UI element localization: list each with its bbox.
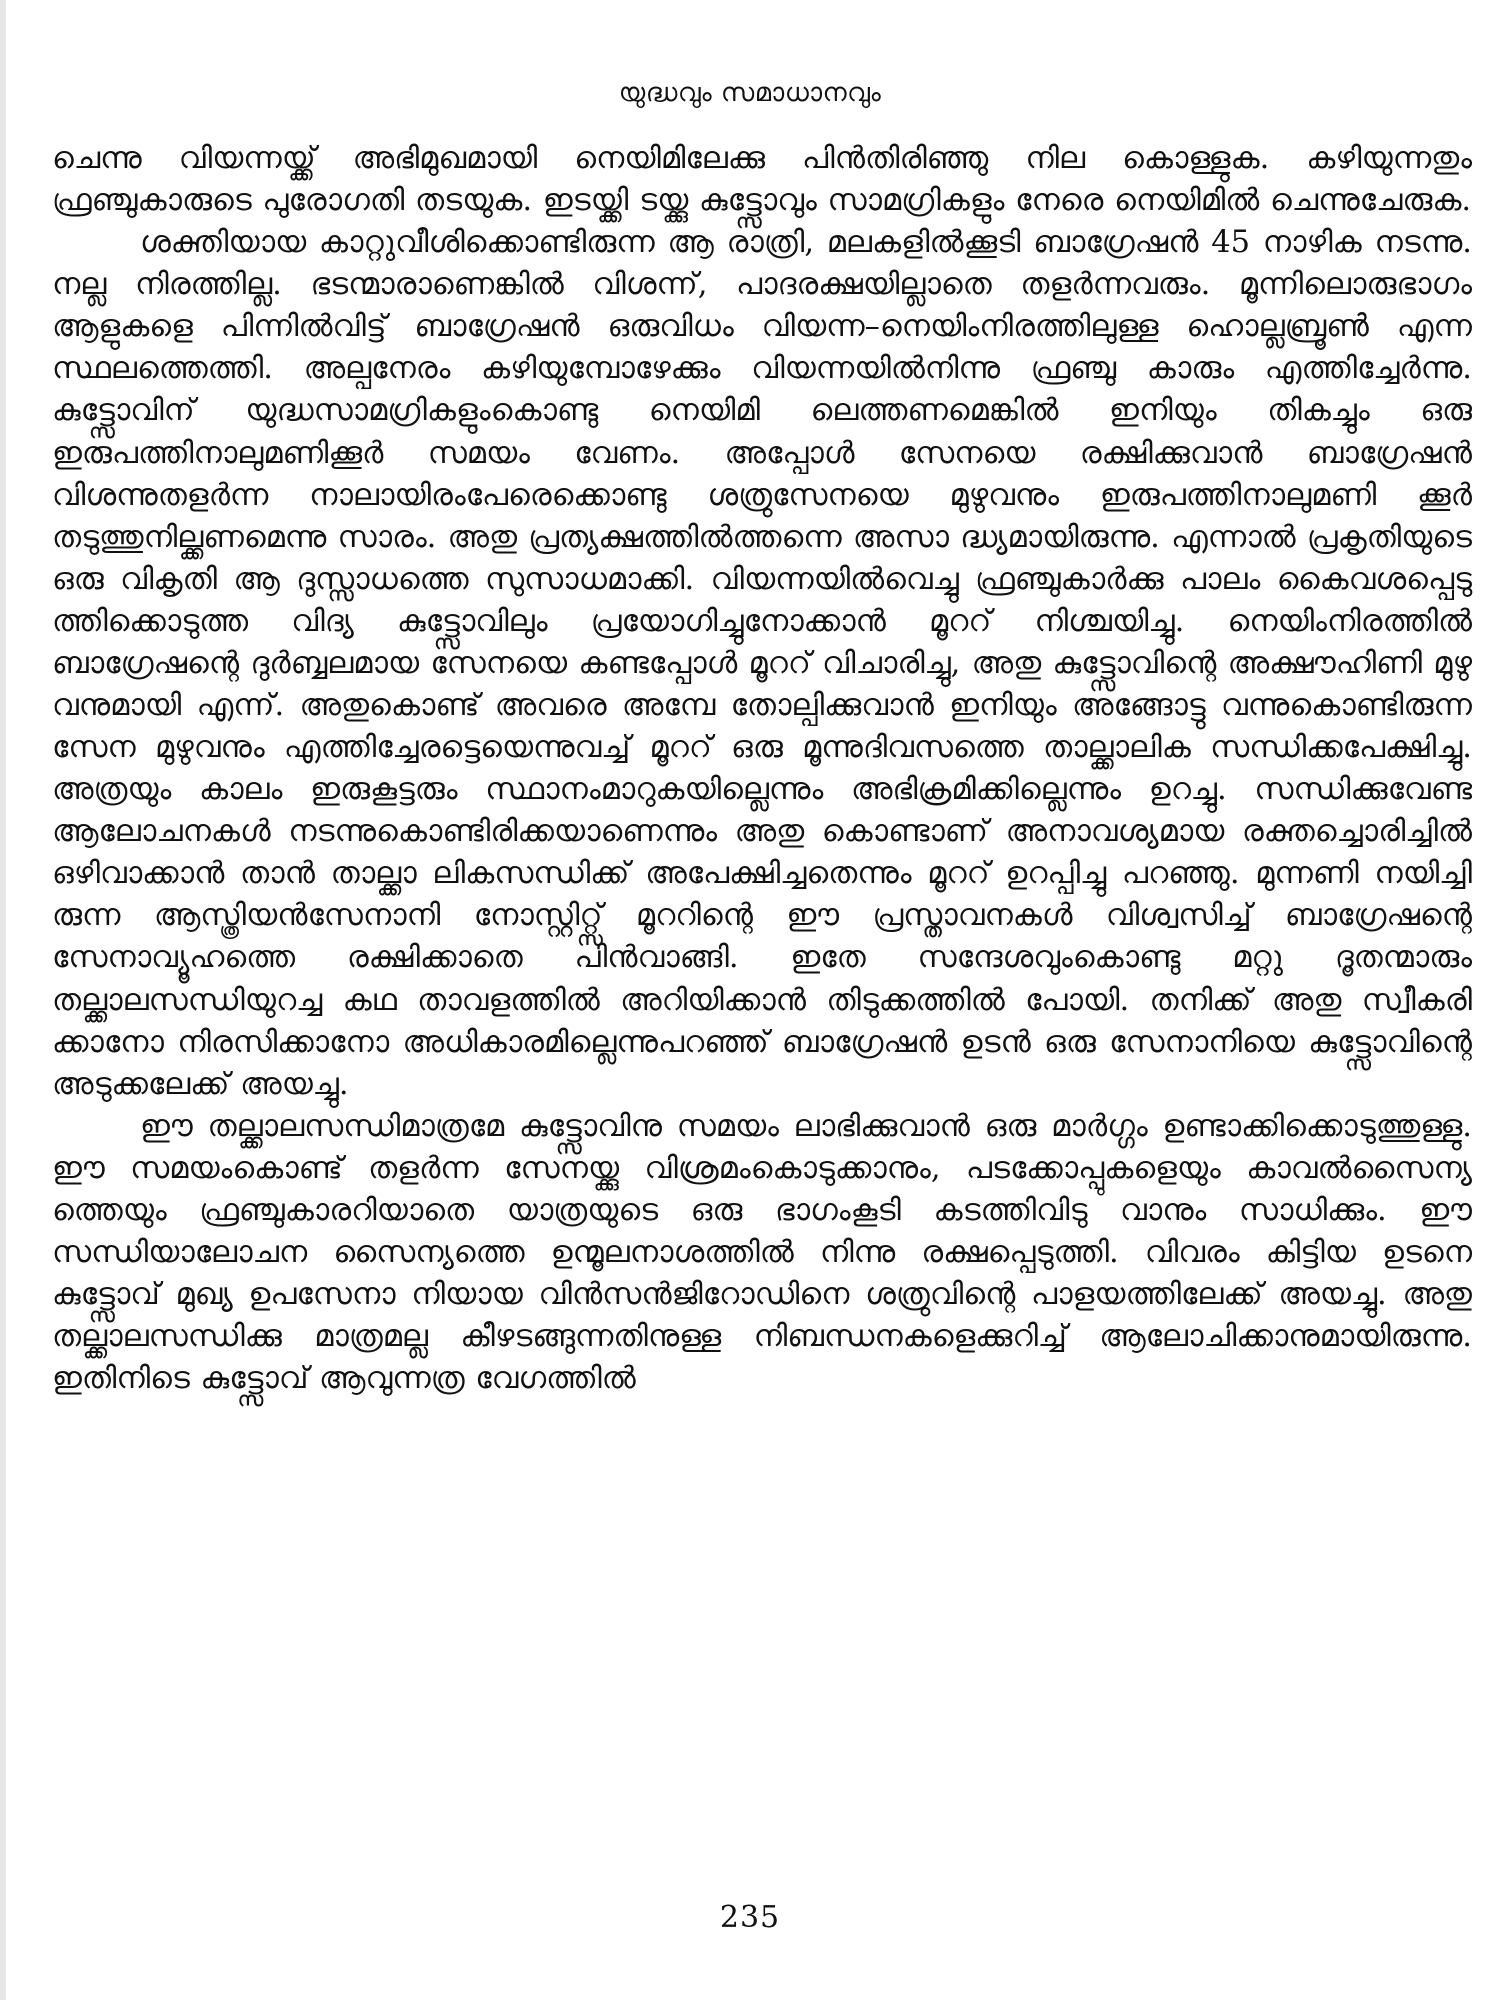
page-left-edge [0,0,6,2000]
running-head: യുദ്ധവും സമാധാനവും [618,78,882,108]
paragraph: ശക്തിയായ കാറ്റുവീശിക്കൊണ്ടിരുന്ന ആ രാത്രി, മലകളിൽക്കൂടി ബാഗ്രേഷൻ 45 നാഴിക നടന്നു. നല്ല നിരത്തില്ല. ഭടന്മാരാണെങ്കിൽ വിശന്ന്, പാദരക്ഷയില്ലാതെ തളർന്നവരും. മൂന്നിലൊരുഭാഗം ആളുകളെ പിന്നിൽവിട്ട് ബാഗ്രേഷൻ ഒരുവിധം വിയന്ന–നെയിംനിരത്തിലുള്ള ഹൊല്ലബ്രൂൺ എന്ന സ്ഥലത്തെത്തി. അല്പനേരം കഴിയുമ്പോഴേക്കും വിയന്നയിൽനിന്നു ഫ്രഞ്ചു കാരും എത്തിച്ചേർന്നു. കുട്ട്സോവിന് യുദ്ധസാമഗ്രികളുംകൊണ്ടു നെയിമി ലെത്തണമെങ്കിൽ ഇനിയും തികച്ചും ഒരു ഇരുപത്തിനാലുമണിക്കൂർ സമയം വേണം. അപ്പോൾ സേനയെ രക്ഷിക്കുവാൻ ബാഗ്രേഷൻ വിശന്നുതളർന്ന നാലായിരംപേരെക്കൊണ്ടു ശത്രുസേനയെ മുഴുവനും ഇരുപത്തിനാലുമണി ക്കൂർ തടുത്തുനില്ക്കണമെന്നു സാരം. അതു പ്രത്യക്ഷത്തിൽത്തന്നെ അസാ ദ്ധ്യമായിരുന്നു. എന്നാൽ പ്രകൃതിയുടെ ഒരു വികൃതി ആ ദുസ്സാധത്തെ സുസാധമാക്കി. വിയന്നയിൽവെച്ചു ഫ്രഞ്ചുകാർക്കു പാലം കൈവശപ്പെടു ത്തിക്കൊടുത്ത വിദ്യ കുട്ട്സോവിലും പ്രയോഗിച്ചുനോക്കാൻ മൂററ് നിശ്ചയിച്ചു. നെയിംനിരത്തിൽ ബാഗ്രേഷന്റെ ദുർബ്ബലമായ സേനയെ കണ്ടപ്പോൾ മൂററ് വിചാരിച്ചു, അതു കുട്ട്സോവിന്റെ അക്ഷൗഹിണി മുഴു വനുമായി എന്ന്. അതുകൊണ്ട് അവരെ അമ്പേ തോല്പിക്കുവാൻ ഇനിയും അങ്ങോട്ടു വന്നുകൊണ്ടിരുന്ന സേന മുഴുവനും എത്തിച്ചേരട്ടെയെന്നുവച്ച് മൂററ് ഒരു മൂന്നുദിവസത്തെ താല്ക്കാലിക സന്ധിക്കപേക്ഷിച്ചു. അത്രയും കാലം ഇരുകൂട്ടരും സ്ഥാനംമാറുകയില്ലെന്നും അഭിക്രമിക്കില്ലെന്നും ഉറച്ചു. സന്ധിക്കുവേണ്ട ആലോചനകൾ നടന്നുകൊണ്ടിരിക്കയാണെന്നും അതു കൊണ്ടാണ് അനാവശ്യമായ രക്തച്ചൊരിച്ചിൽ ഒഴിവാക്കാൻ താൻ താല്ക്കാ ലികസന്ധിക്ക് അപേക്ഷിച്ചതെന്നും മൂററ് ഉറപ്പിച്ചു പറഞ്ഞു. മുന്നണി നയിച്ചി രുന്ന ആസ്ത്രിയൻസേനാനി നോസ്റ്റിറ്റ്സ് മൂററിന്റെ ഈ പ്രസ്താവനകൾ വിശ്വസിച്ച് ബാഗ്രേഷന്റെ സേനാവ്യൂഹത്തെ രക്ഷിക്കാതെ പിൻവാങ്ങി. ഇതേ സന്ദേശവുംകൊണ്ടു മറ്റു ദൂതന്മാരും തല്ക്കാലസന്ധിയുറച്ച കഥ താവളത്തിൽ അറിയിക്കാൻ തിടുക്കത്തിൽ പോയി. തനിക്ക് അതു സ്വീകരി ക്കാനോ നിരസിക്കാനോ അധികാരമില്ലെന്നുപറഞ്ഞ് ബാഗ്രേഷൻ ഉടൻ ഒരു സേനാനിയെ കുട്ട്സോവിന്റെ അടുക്കലേക്ക് അയച്ചു. [52,225,1472,1102]
paragraph-continued: ചെന്നു വിയന്നയ്ക്ക് അഭിമുഖമായി നെയിമിലേക്കു പിൻതിരിഞ്ഞു നില കൊള്ളുക. കഴിയുന്നതും ഫ്രഞ്ചുകാരുടെ പുരോഗതി തടയുക. ഇടയ്ക്കി ടയ്ക്കു കുട്ട്സോവും സാമഗ്രികളും നേരെ നെയിമിൽ ചെന്നുചേരുക. [52,141,1472,219]
body-text [52,138,1472,1888]
paragraph: ഈ തല്ക്കാലസന്ധിമാത്രമേ കുട്ട്സോവിനു സമയം ലാഭിക്കുവാൻ ഒരു മാർഗ്ഗം ഉണ്ടാക്കിക്കൊടുത്തുള്ളു. ഈ സമയംകൊണ്ട് തളർന്ന സേനയ്ക്കു വിശ്രമംകൊടുക്കാനും, പടക്കോപ്പുകളെയും കാവൽസൈന്യ ത്തെയും ഫ്രഞ്ചുകാരറിയാതെ യാത്രയുടെ ഒരു ഭാഗംകൂടി കടത്തിവിടു വാനും സാധിക്കും. ഈ സന്ധിയാലോചന സൈന്യത്തെ ഉന്മൂലനാശത്തിൽ നിന്നു രക്ഷപ്പെടുത്തി. വിവരം കിട്ടിയ ഉടനെ കുട്ട്സോവ് മുഖ്യ ഉപസേനാ നിയായ വിൻസൻജിറോഡിനെ ശത്രുവിന്റെ പാളയത്തിലേക്ക് അയച്ചു. അതു തല്ക്കാലസന്ധിക്കു മാത്രമല്ല കീഴടങ്ങുന്നതിനുള്ള നിബന്ധനകളെക്കുറിച്ച് ആലോചിക്കാനുമായിരുന്നു. ഇതിനിടെ കുട്ട്സോവ് ആവുന്നത്ര വേഗത്തിൽ [52,1108,1472,1397]
page-number: 235 [719,1900,781,1935]
